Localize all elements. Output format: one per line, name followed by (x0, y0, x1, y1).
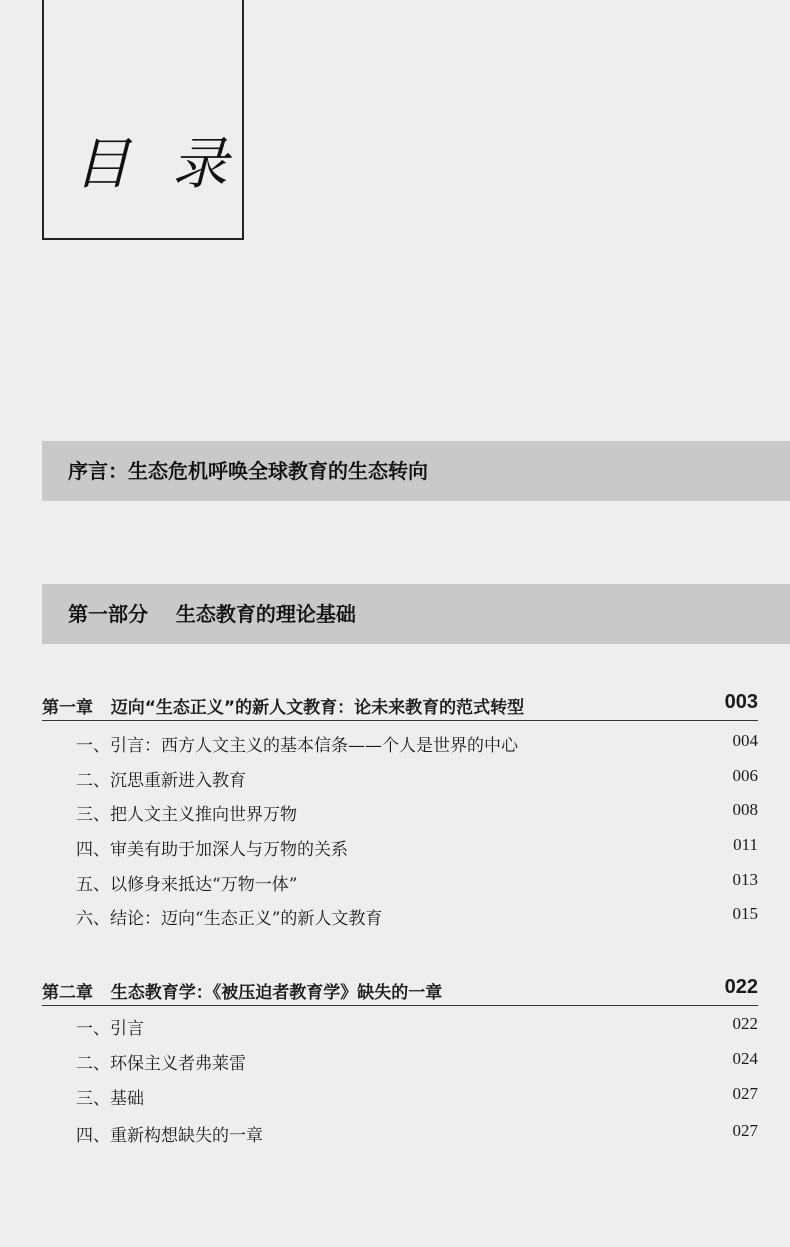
toc-entry (76, 800, 758, 828)
entry-title: 一、引言 (76, 1019, 144, 1039)
toc-entry (76, 766, 758, 794)
page-title: 目 录 (74, 132, 240, 197)
toc-entry (76, 731, 758, 759)
entry-page-number: 004 (732, 731, 758, 750)
toc-entry (76, 904, 758, 932)
toc-entry (76, 1049, 758, 1077)
chapter-page-number: 022 (724, 976, 758, 998)
title-box (42, 0, 244, 240)
entry-page-number: 011 (733, 835, 758, 854)
entry-page-number: 008 (732, 800, 758, 819)
entry-title: 六、结论：迈向“生态正义”的新人文教育 (76, 909, 383, 929)
entry-page-number: 027 (732, 1084, 758, 1103)
part-one-heading: 第一部分 生态教育的理论基础 (68, 602, 356, 626)
entry-page-number: 015 (732, 904, 758, 923)
entry-title: 五、以修身来抵达“万物一体” (76, 875, 298, 895)
entry-page-number: 013 (732, 870, 758, 889)
preface-heading: 序言：生态危机呼唤全球教育的生态转向 (68, 459, 428, 483)
toc-entry (76, 1084, 758, 1112)
toc-entry (76, 870, 758, 898)
chapter-title: 第一章 迈向“生态正义”的新人文教育：论未来教育的范式转型 (42, 698, 525, 718)
entry-page-number: 024 (732, 1049, 758, 1068)
entry-title: 三、基础 (76, 1089, 144, 1109)
chapter-title: 第二章 生态教育学：《被压迫者教育学》缺失的一章 (42, 983, 443, 1003)
chapter-page-number: 003 (724, 691, 758, 713)
entry-title: 二、环保主义者弗莱雷 (76, 1054, 246, 1074)
chapter-rule (42, 720, 758, 721)
part-one-band (42, 584, 790, 644)
entry-title: 二、沉思重新进入教育 (76, 771, 246, 791)
chapter-rule (42, 1005, 758, 1006)
entry-title: 一、引言：西方人文主义的基本信条——个人是世界的中心 (76, 736, 518, 756)
entry-page-number: 027 (732, 1121, 758, 1140)
toc-entry (76, 1014, 758, 1042)
preface-band (42, 441, 790, 501)
entry-page-number: 022 (732, 1014, 758, 1033)
entry-title: 四、审美有助于加深人与万物的关系 (76, 840, 348, 860)
entry-page-number: 006 (732, 766, 758, 785)
entry-title: 四、重新构想缺失的一章 (76, 1126, 263, 1146)
chapter-heading (42, 693, 758, 723)
toc-entry (76, 835, 758, 863)
chapter-heading (42, 978, 758, 1008)
toc-entry (76, 1121, 758, 1149)
entry-title: 三、把人文主义推向世界万物 (76, 805, 297, 825)
